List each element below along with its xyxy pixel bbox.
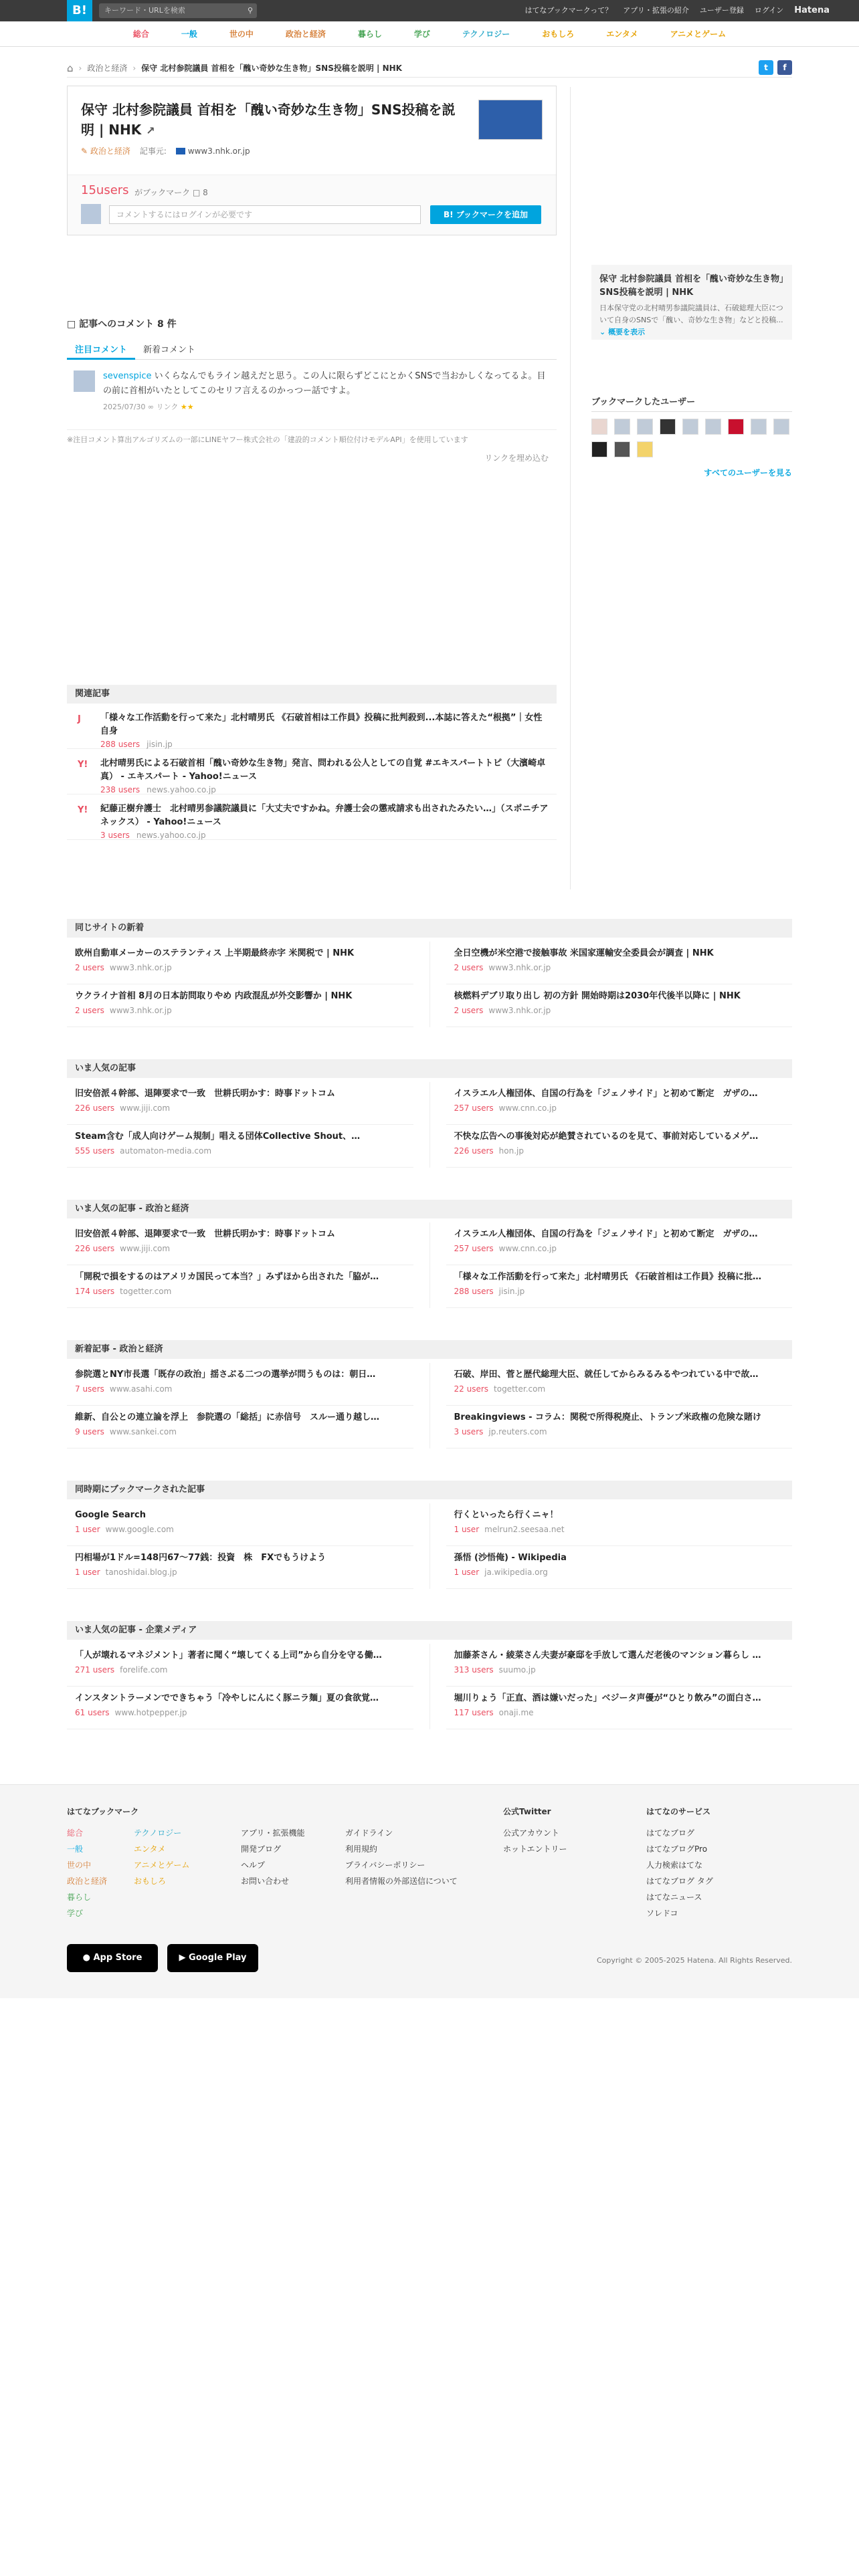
item-domain[interactable]: www.jiji.com	[120, 1103, 171, 1113]
item-domain[interactable]: jp.reuters.com	[488, 1427, 547, 1436]
apps-link[interactable]: アプリ・拡張の紹介	[623, 6, 689, 15]
list-item[interactable]	[67, 1406, 413, 1448]
app-store-label: App Store	[93, 1953, 142, 1963]
cat-it[interactable]: テクノロジー	[462, 29, 510, 39]
section-title: いま人気の記事 - 企業メディア	[67, 1621, 792, 1640]
footer-link[interactable]: ソレドコ	[646, 1909, 678, 1918]
footer-about	[241, 1825, 305, 1889]
register-link[interactable]: ユーザー登録	[699, 6, 744, 15]
users-count[interactable]: 2 users	[75, 1006, 104, 1015]
sidebar-desc	[599, 302, 784, 338]
item-title[interactable]: 堀川りょう「正直、酒は嫌いだった」ベジータ声優が“ひとり飲み”の面白さ…	[454, 1693, 761, 1703]
item-domain[interactable]: melrun2.seesaa.net	[484, 1525, 565, 1534]
item-domain[interactable]: www.jiji.com	[120, 1244, 171, 1253]
comment-input[interactable]: コメントするにはログインが必要です	[109, 205, 421, 224]
item-domain[interactable]: www3.nhk.or.jp	[109, 963, 172, 972]
footer-link[interactable]: エンタメ	[134, 1844, 166, 1854]
users-count[interactable]: 3 users	[100, 831, 130, 840]
comment-username[interactable]: sevenspice	[103, 371, 152, 381]
search-input[interactable]	[99, 3, 257, 18]
avatar[interactable]	[773, 419, 789, 435]
related-item-meta	[100, 740, 550, 749]
footer-legal	[345, 1825, 458, 1889]
footer-title: 公式Twitter	[503, 1807, 551, 1816]
related-item-title[interactable]: 北村晴男氏による石破首相「醜い奇妙な生き物」発言、問われる公人としての自覚 #エキスパートトピ（大濱崎卓真） - エキスパート - Yahoo!ニュース	[100, 758, 546, 782]
avatar[interactable]	[591, 419, 607, 435]
item-domain[interactable]: jisin.jp	[147, 740, 173, 749]
users-count[interactable]: 2 users	[75, 963, 104, 972]
about-link[interactable]: はてなブックマークって？	[524, 6, 613, 15]
top-links	[524, 0, 830, 21]
list-item[interactable]	[446, 1503, 793, 1546]
entry-title-text[interactable]: 保守 北村参院議員 首相を「醜い奇妙な生き物」SNS投稿を説明 | NHK	[81, 102, 456, 138]
hatena-logo[interactable]: Hatena	[794, 5, 830, 15]
footer-link[interactable]: 暮らし	[67, 1893, 92, 1902]
users-count[interactable]: 226 users	[75, 1244, 115, 1253]
list-item[interactable]	[67, 1082, 413, 1125]
item-domain[interactable]: www.google.com	[105, 1525, 174, 1534]
related-item-title[interactable]: 「様々な工作活動を行って来た」北村晴男氏 《石破首相は工作員》投稿に批判殺到...本誌に答えた“根拠”｜女性自身	[100, 713, 543, 736]
play-icon: ▶	[179, 1953, 186, 1963]
bookmark-users	[591, 395, 792, 478]
footer	[0, 1784, 859, 1998]
footer-link[interactable]: 利用規約	[345, 1844, 378, 1854]
footer-link[interactable]: 利用者情報の外部送信について	[345, 1876, 458, 1886]
comment-text: いくらなんでもライン越えだと思う。この人に限らずどこにとかくSNSで当おかしくなってるよ。目の前に首相がいたとしてこのセリフ言えるのかっつー話ですよ。	[103, 371, 546, 396]
comment-item	[67, 366, 557, 427]
item-domain[interactable]: www.cnn.co.jp	[498, 1244, 557, 1253]
users-count[interactable]: 288 users	[100, 740, 140, 749]
footer-link[interactable]: アプリ・拡張機能	[241, 1828, 305, 1838]
entry-meta	[81, 145, 543, 156]
cat-general[interactable]: 一般	[181, 29, 197, 39]
users-count[interactable]: 1 user	[75, 1568, 100, 1577]
comments-title	[67, 317, 177, 330]
users-count[interactable]: 257 users	[454, 1244, 494, 1253]
nhk-favicon	[176, 148, 185, 154]
bookmark-label	[134, 187, 208, 198]
entry-bookmark-area	[68, 175, 556, 235]
footer-link[interactable]: テクノロジー	[134, 1828, 182, 1838]
embed-link[interactable]: リンクを埋め込む	[484, 453, 549, 463]
facebook-icon[interactable]: f	[777, 60, 792, 75]
item-title[interactable]: 欧州自動車メーカーのステランティス 上半期最終赤字 米関税で | NHK	[75, 948, 355, 958]
algorithm-note: ※注目コメント算出アルゴリズムの一部にLINEヤフー株式会社の「建設的コメント順位付けモデルAPI」を使用しています	[67, 429, 557, 445]
item-domain[interactable]: automaton-media.com	[120, 1146, 212, 1156]
footer-link[interactable]: 公式アカウント	[503, 1828, 559, 1838]
footer-link[interactable]: 政治と経済	[67, 1876, 108, 1886]
list-item[interactable]	[446, 1363, 793, 1406]
item-domain[interactable]: jisin.jp	[498, 1287, 525, 1296]
avatar[interactable]	[614, 419, 630, 435]
list-item[interactable]	[446, 942, 793, 984]
source-domain[interactable]	[176, 146, 250, 156]
cat-social[interactable]: 世の中	[229, 29, 254, 39]
list-item[interactable]	[67, 749, 557, 794]
related-item-title[interactable]: 紀藤正樹弁護士 北村晴男参議院議員に「大丈夫ですかね。弁護士会の懲戒請求も出されたみたい…」（スポニチアネックス） - Yahoo!ニュース	[100, 804, 549, 827]
item-title[interactable]: 旧安倍派４幹部、退陣要求で一致 世耕氏明かす：時事ドットコム	[75, 1229, 335, 1239]
footer-link[interactable]: はてなブログ	[646, 1828, 695, 1838]
all-users-link[interactable]: すべてのユーザーを見る	[704, 468, 792, 477]
footer-link[interactable]: ヘルプ	[241, 1860, 266, 1870]
cat-all[interactable]: 総合	[132, 29, 149, 39]
cat-economics[interactable]: 政治と経済	[285, 29, 326, 39]
section-title: いま人気の記事	[67, 1059, 792, 1078]
users-count[interactable]: 555 users	[75, 1146, 115, 1156]
item-title[interactable]: 維新、自公との連立論を浮上 参院選の「総括」に赤信号 スルー通り越し…	[75, 1412, 380, 1422]
item-title[interactable]: 石破、岸田、菅と歴代総理大臣、就任してからみるみるやつれている中で故…	[454, 1370, 759, 1380]
sidebar-summary	[591, 265, 792, 340]
twitter-icon[interactable]: t	[759, 60, 773, 75]
user-avatar-grid	[591, 419, 792, 457]
footer-link[interactable]: プライバシーポリシー	[345, 1860, 425, 1870]
item-title[interactable]: イスラエル人権団体、自国の行為を「ジェノサイド」と初めて断定 ガザの…	[454, 1229, 758, 1239]
comment-count: 8	[203, 188, 208, 197]
item-title[interactable]: 加藤茶さん・綾菜さん夫妻が豪邸を手放して選んだ老後のマンション暮らし …	[454, 1650, 761, 1660]
list-item[interactable]	[67, 984, 413, 1027]
external-link-icon[interactable]: ↗	[146, 124, 155, 137]
item-title[interactable]: ウクライナ首相 8月の日本訪問取りやめ 内政混乱が外交影響か | NHK	[75, 991, 353, 1001]
section-same-site	[67, 919, 792, 1027]
comment-tabs	[67, 340, 557, 360]
cat-life[interactable]: 暮らし	[357, 29, 382, 39]
footer-link[interactable]: はてなニュース	[646, 1893, 702, 1902]
comment-link-label[interactable]: リンク	[156, 403, 179, 411]
chevron-down-icon: ⌄	[599, 328, 606, 336]
list-item[interactable]	[67, 1125, 413, 1168]
cat-game[interactable]: アニメとゲーム	[670, 29, 727, 39]
app-store-button[interactable]	[67, 1944, 158, 1972]
users-count[interactable]: 226 users	[454, 1146, 494, 1156]
section-new-politics	[67, 1340, 792, 1448]
item-title[interactable]: Steam含む「成人向けゲーム規制」唱える団体Collective Shout、…	[75, 1132, 361, 1142]
comment-meta	[103, 401, 194, 412]
avatar[interactable]	[751, 419, 767, 435]
item-title[interactable]: インスタントラーメンでできちゃう「冷やしにんにく豚ニラ麺」夏の食欲覚…	[75, 1693, 379, 1703]
list-item[interactable]	[446, 1546, 793, 1589]
footer-link[interactable]: 開発ブログ	[241, 1844, 282, 1854]
avatar[interactable]	[637, 441, 653, 457]
footer-categories	[67, 1804, 189, 1921]
jisin-favicon: J	[78, 714, 81, 724]
section-title: 同時期にブックマークされた記事	[67, 1481, 792, 1499]
list-item[interactable]	[67, 942, 413, 984]
users-count[interactable]: 257 users	[454, 1103, 494, 1113]
cat-fun[interactable]: おもしろ	[542, 29, 575, 39]
sidebar-desc-text: 日本保守党の北村晴男参議院議員は、石破総理大臣について自身のSNSで「醜い、奇妙な生き物」などと投稿...	[599, 304, 783, 324]
item-title[interactable]: 「人が壊れるマネジメント」著者に聞く“壊してくる上司”から自分を守る働…	[75, 1650, 382, 1660]
item-title[interactable]: Google Search	[75, 1510, 146, 1520]
item-domain[interactable]: tanoshidai.blog.jp	[105, 1568, 177, 1577]
list-item[interactable]	[67, 1265, 413, 1308]
item-domain[interactable]: onaji.me	[498, 1708, 534, 1717]
item-title[interactable]: 全日空機が米空港で接触事故 米国家運輸安全委員会が調査 | NHK	[454, 948, 714, 958]
item-title[interactable]: 「様々な工作活動を行って来た」北村晴男氏 《石破首相は工作員》投稿に批…	[454, 1272, 762, 1282]
chevron-right-icon: ›	[78, 63, 82, 73]
footer-link[interactable]: 一般	[67, 1844, 84, 1854]
users-count[interactable]: 2 users	[454, 963, 484, 972]
item-title[interactable]: 参院選とNY市長選「既存の政治」揺さぶる二つの選挙が問うものは：朝日…	[75, 1370, 376, 1380]
copyright: Copyright © 2005-2025 Hatena. All Rights Reserved.	[596, 1956, 792, 1965]
footer-link[interactable]: お問い合わせ	[241, 1876, 290, 1886]
users-count[interactable]: 61 users	[75, 1708, 110, 1717]
entry-thumbnail[interactable]	[478, 100, 543, 140]
item-domain[interactable]: www.cnn.co.jp	[498, 1103, 557, 1113]
link-icon: ∞	[147, 403, 155, 411]
section-popular	[67, 1059, 792, 1168]
comments-count: 8 件	[157, 319, 177, 330]
section-title: いま人気の記事 - 政治と経済	[67, 1200, 792, 1218]
list-item[interactable]	[446, 1406, 793, 1448]
breadcrumb-category[interactable]: 政治と経済	[87, 64, 128, 73]
list-item[interactable]	[67, 794, 557, 840]
users-count[interactable]: 2 users	[454, 1006, 484, 1015]
footer-link[interactable]: 世の中	[67, 1860, 92, 1870]
login-link[interactable]: ログイン	[754, 6, 784, 15]
breadcrumb-current: 保守 北村参院議員 首相を「醜い奇妙な生き物」SNS投稿を説明 | NHK	[141, 64, 402, 73]
section-popular-politics	[67, 1200, 792, 1308]
show-summary-label: 概要を表示	[608, 328, 646, 336]
users-count[interactable]: 3 users	[454, 1427, 484, 1436]
list-item[interactable]	[446, 1125, 793, 1168]
section-popular-corporate	[67, 1621, 792, 1729]
list-item[interactable]	[446, 984, 793, 1027]
list-item[interactable]	[67, 1363, 413, 1406]
users-count[interactable]: 238 users	[100, 785, 140, 794]
avatar	[81, 204, 101, 224]
tab-popular-comments[interactable]: 注目コメント	[67, 340, 135, 360]
item-domain[interactable]: hon.jp	[498, 1146, 524, 1156]
item-domain[interactable]: ja.wikipedia.org	[484, 1568, 548, 1577]
yahoo-favicon: Y!	[78, 760, 88, 770]
comment-body	[103, 369, 551, 399]
list-item[interactable]	[67, 1546, 413, 1589]
item-domain[interactable]: suumo.jp	[498, 1665, 536, 1675]
google-play-label: Google Play	[189, 1953, 247, 1963]
list-item[interactable]	[446, 1222, 793, 1265]
list-item[interactable]	[446, 1265, 793, 1308]
list-item[interactable]	[67, 1503, 413, 1546]
users-count[interactable]: 1 user	[454, 1568, 480, 1577]
users-count[interactable]: 313 users	[454, 1665, 494, 1675]
section-same-period	[67, 1481, 792, 1589]
item-title[interactable]: 不快な広告への事後対応が絶賛されているのを見て、事前対応しているメゲ…	[454, 1132, 759, 1142]
bookmark-count[interactable]: 15users	[81, 183, 129, 197]
list-item[interactable]	[67, 1687, 413, 1729]
yahoo-favicon: Y!	[78, 805, 88, 815]
source-label: 記事元:	[139, 146, 167, 156]
item-domain[interactable]: www3.nhk.or.jp	[109, 1006, 172, 1015]
comments-title-text: 記事へのコメント	[79, 319, 155, 330]
users-count[interactable]: 288 users	[454, 1287, 494, 1296]
users-count[interactable]: 117 users	[454, 1708, 494, 1717]
category-icon: ✎	[81, 146, 88, 156]
footer-link[interactable]: はてなブログPro	[646, 1844, 708, 1854]
item-domain[interactable]: www.asahi.com	[109, 1384, 173, 1394]
list-item[interactable]	[446, 1687, 793, 1729]
hatena-bookmark-logo[interactable]: B!	[67, 0, 92, 21]
chevron-right-icon: ›	[132, 63, 136, 73]
users-count[interactable]: 226 users	[75, 1103, 115, 1113]
item-title[interactable]: 核燃料デブリ取り出し 初の方針 開始時期は2030年代後半以降に | NHK	[454, 991, 741, 1001]
add-bookmark-label: ブックマークを追加	[456, 210, 528, 219]
item-title[interactable]: Breakingviews - コラム：関税で所得税廃止、トランプ米政権の危険な賭け	[454, 1412, 761, 1422]
footer-link[interactable]: 学び	[67, 1909, 84, 1918]
entry-category-label: 政治と経済	[90, 146, 130, 156]
share-buttons	[759, 60, 792, 75]
list-item[interactable]	[67, 704, 557, 749]
apple-icon: ●	[82, 1953, 90, 1963]
item-domain[interactable]: togetter.com	[494, 1384, 546, 1394]
item-domain[interactable]: togetter.com	[120, 1287, 172, 1296]
footer-services	[646, 1804, 713, 1921]
category-nav	[0, 21, 859, 47]
star-icon[interactable]: ★★	[180, 403, 194, 411]
avatar[interactable]	[591, 441, 607, 457]
users-count[interactable]: 271 users	[75, 1665, 115, 1675]
item-domain[interactable]: news.yahoo.co.jp	[136, 831, 206, 840]
footer-link[interactable]: ガイドライン	[345, 1828, 393, 1838]
bookmark-label-text: がブックマーク	[134, 188, 191, 197]
related-articles	[67, 685, 557, 840]
item-domain[interactable]: www.sankei.com	[109, 1427, 177, 1436]
google-play-button[interactable]	[167, 1944, 258, 1972]
footer-link[interactable]: 総合	[67, 1828, 84, 1838]
footer-link[interactable]: おもしろ	[134, 1876, 167, 1886]
users-count[interactable]: 1 user	[75, 1525, 100, 1534]
item-title[interactable]: 円相場が1ドル=148円67〜77銭：投資 株 FXでもうけよう	[75, 1553, 326, 1563]
item-domain[interactable]: forelife.com	[120, 1665, 168, 1675]
item-title[interactable]: 孫悟 (沙悟俺) - Wikipedia	[454, 1553, 567, 1563]
users-count[interactable]: 9 users	[75, 1427, 104, 1436]
related-title: 関連記事	[67, 685, 557, 704]
avatar[interactable]	[637, 419, 653, 435]
comment-date[interactable]: 2025/07/30	[103, 403, 146, 411]
users-count[interactable]: 22 users	[454, 1384, 489, 1394]
cat-knowledge[interactable]: 学び	[413, 29, 430, 39]
related-item-meta	[100, 831, 550, 840]
search-icon[interactable]: ⚲	[247, 6, 253, 15]
bookmark-users-title: ブックマークしたユーザー	[591, 395, 792, 412]
avatar[interactable]	[705, 419, 721, 435]
tab-new-comments[interactable]: 新着コメント	[143, 345, 196, 355]
bookmark-icon: B!	[444, 210, 454, 219]
avatar[interactable]	[74, 370, 95, 392]
avatar[interactable]	[614, 441, 630, 457]
footer-link[interactable]: はてなブログ タグ	[646, 1876, 713, 1886]
footer-link[interactable]: アニメとゲーム	[134, 1860, 190, 1870]
item-domain[interactable]: www.hotpepper.jp	[114, 1708, 187, 1717]
users-count[interactable]: 1 user	[454, 1525, 480, 1534]
entry-category[interactable]	[81, 145, 130, 156]
speech-bubble-icon: □	[67, 319, 76, 330]
top-bar	[0, 0, 859, 21]
list-item[interactable]	[67, 1644, 413, 1687]
section-title: 新着記事 - 政治と経済	[67, 1340, 792, 1359]
list-item[interactable]	[446, 1644, 793, 1687]
list-item[interactable]	[67, 1222, 413, 1265]
show-summary-link[interactable]	[599, 328, 645, 336]
item-title[interactable]: 旧安倍派４幹部、退陣要求で一致 世耕氏明かす：時事ドットコム	[75, 1089, 335, 1099]
column-divider	[570, 87, 571, 889]
item-title[interactable]: イスラエル人権団体、自国の行為を「ジェノサイド」と初めて断定 ガザの…	[454, 1089, 758, 1099]
avatar[interactable]	[660, 419, 676, 435]
item-domain[interactable]: www3.nhk.or.jp	[488, 1006, 551, 1015]
entry-box	[67, 86, 557, 235]
footer-title: はてなブックマーク	[67, 1807, 139, 1816]
footer-link[interactable]: ホットエントリー	[503, 1844, 567, 1854]
search-placeholder: キーワード・URLを検索	[104, 6, 185, 15]
cat-entertainment[interactable]: エンタメ	[606, 29, 638, 39]
breadcrumb	[67, 59, 792, 78]
footer-twitter	[503, 1804, 567, 1857]
comment-icon: □	[193, 188, 201, 197]
item-domain[interactable]: news.yahoo.co.jp	[147, 785, 216, 794]
section-title: 同じサイトの新着	[67, 919, 792, 938]
users-count[interactable]: 7 users	[75, 1384, 104, 1394]
add-bookmark-button[interactable]	[430, 205, 541, 224]
footer-title: はてなのサービス	[646, 1807, 711, 1816]
list-item[interactable]	[446, 1082, 793, 1125]
avatar[interactable]	[728, 419, 744, 435]
item-title[interactable]: 行くといったら行くニャ！	[454, 1510, 559, 1520]
entry-title[interactable]	[81, 100, 462, 141]
home-icon[interactable]: ⌂	[67, 62, 74, 74]
item-domain[interactable]: www3.nhk.or.jp	[488, 963, 551, 972]
source-domain-text: www3.nhk.or.jp	[187, 146, 250, 156]
footer-link[interactable]: 人力検索はてな	[646, 1860, 703, 1870]
item-title[interactable]: 「開税で損をするのはアメリカ国民って本当？」みずほから出された「脇が…	[75, 1272, 379, 1282]
sidebar-title[interactable]: 保守 北村参院議員 首相を「醜い奇妙な生き物」SNS投稿を説明 | NHK	[599, 274, 784, 298]
users-count[interactable]: 174 users	[75, 1287, 115, 1296]
avatar[interactable]	[682, 419, 698, 435]
related-item-meta	[100, 785, 550, 794]
